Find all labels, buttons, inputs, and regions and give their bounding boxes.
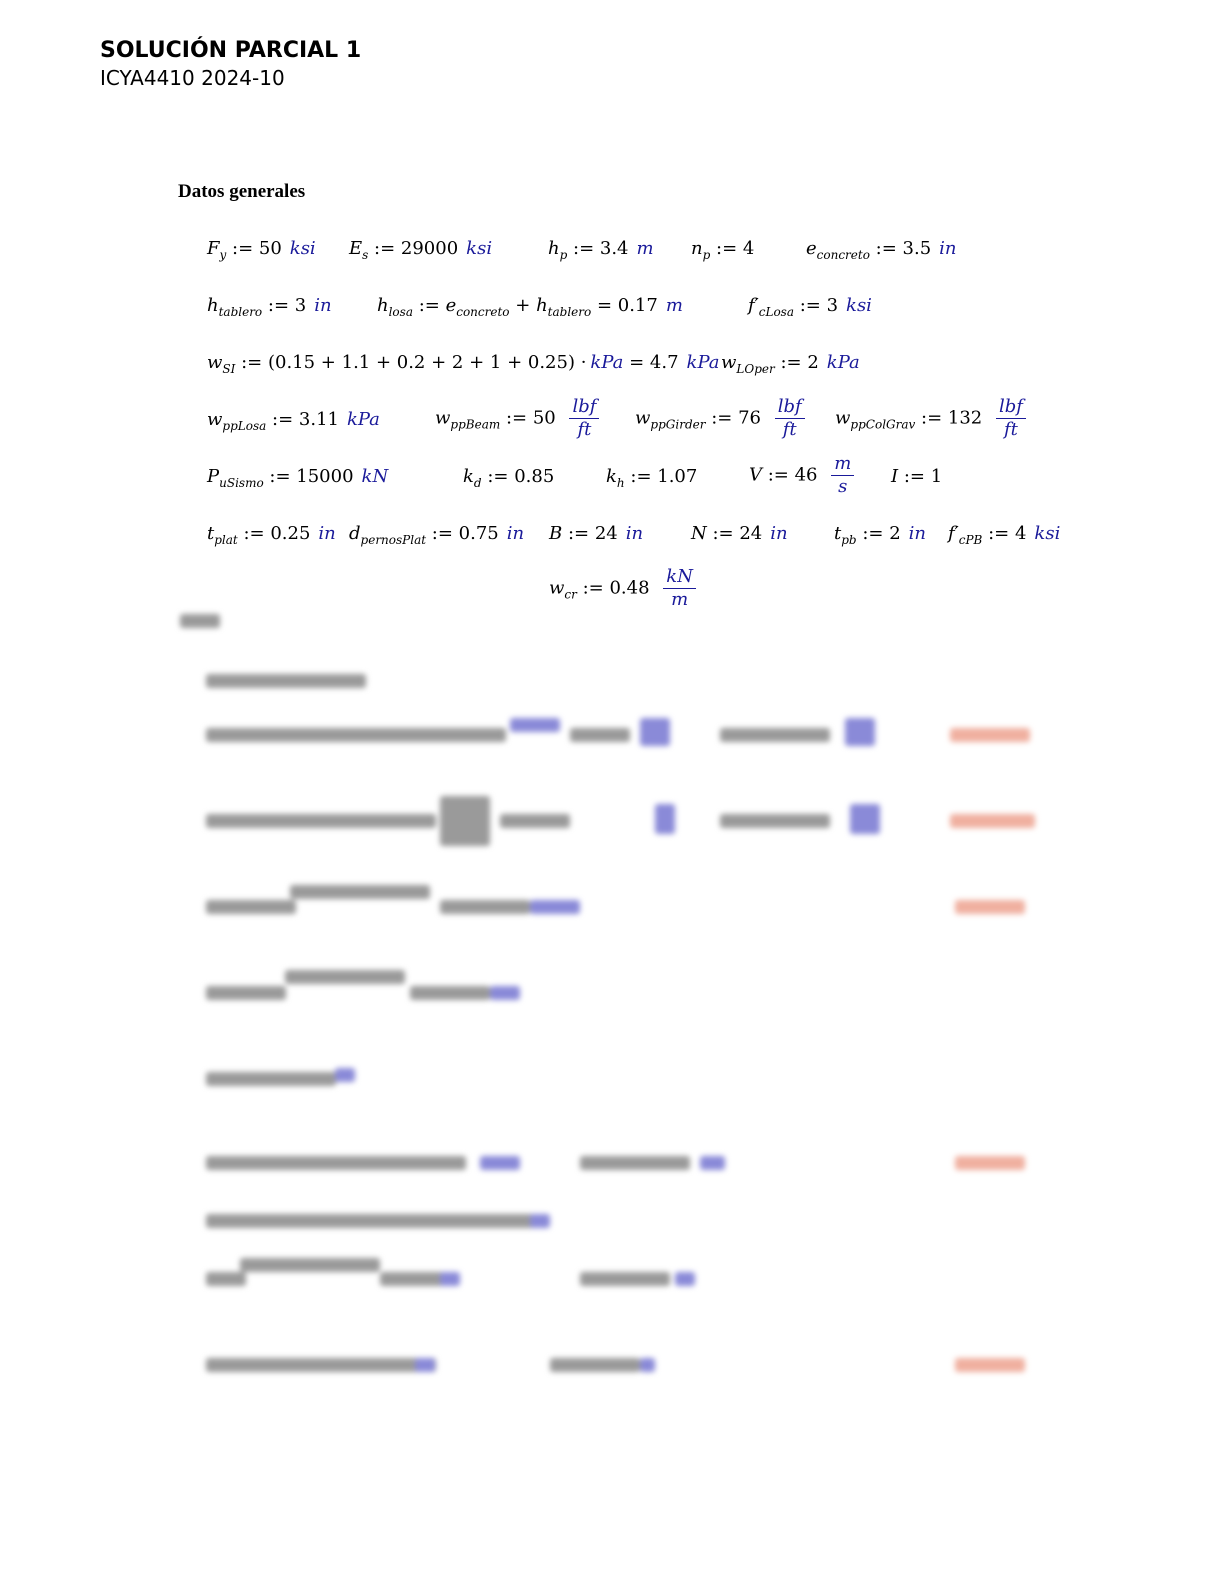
- document-subtitle: ICYA4410 2024-10: [100, 66, 285, 90]
- param-fcpb: $f'_{cPB}$ := 4 ksi: [948, 523, 1061, 547]
- param-v: V := 46 $\frac{m}{s}$: [749, 455, 854, 496]
- param-econcreto: $e_{concreto}$ := 3.5 in: [806, 238, 957, 262]
- param-pusismo: $P_{uSismo}$ := 15000 kN: [207, 466, 389, 490]
- param-kd: $k_d$ := 0.85: [463, 466, 555, 490]
- param-tpb: $t_{pb}$ := 2 in: [834, 523, 927, 547]
- param-wloper: $w_{LOper}$ := 2 kPa: [721, 352, 860, 376]
- document-title: SOLUCIÓN PARCIAL 1: [100, 38, 362, 63]
- param-wppbeam: $w_{ppBeam}$ := 50 $\frac{\text{lbf}}{ft}$: [435, 398, 599, 439]
- param-i: I := 1: [891, 466, 943, 487]
- param-n: N := 24 in: [691, 523, 788, 544]
- param-wppcolgrav: $w_{ppColGrav}$ := 132 $\frac{\text{lbf}}{ft}$: [835, 398, 1026, 439]
- param-b: B := 24 in: [549, 523, 644, 544]
- param-fclosa: $f'_{cLosa}$ := 3 ksi: [748, 295, 872, 319]
- param-wcr: $w_{cr}$ := 0.48 $\frac{kN}{m}$: [549, 568, 696, 598]
- blurred-content: [150, 600, 1090, 1400]
- param-wppgirder: $w_{ppGirder}$ := 76 $\frac{\text{lbf}}{ft}$: [635, 398, 805, 439]
- blurred-subheading: [206, 674, 366, 688]
- param-fy: $F_y$ := 50 ksi: [207, 238, 316, 262]
- blurred-heading: [180, 614, 220, 628]
- param-wpplosa: $w_{ppLosa}$ := 3.11 kPa: [207, 409, 380, 433]
- param-hlosa: $h_{losa}$ := $e_{concreto} + h_{tablero} = 0.17$ m: [377, 295, 683, 319]
- param-dpernosplat: $d_{pernosPlat}$ := 0.75 in: [349, 523, 525, 547]
- param-wsi: $w_{SI}$ := (0.15 + 1.1 + 0.2 + 2 + 1 + 0.25) · kPa = 4.7 kPa: [207, 352, 720, 376]
- param-np: $n_p$ := 4: [691, 238, 755, 262]
- param-es: $E_s$ := 29000 ksi: [349, 238, 493, 262]
- param-tplat: $t_{plat}$ := 0.25 in: [207, 523, 336, 547]
- param-hp: $h_p$ := 3.4 m: [548, 238, 654, 262]
- section-heading: Datos generales: [178, 181, 306, 202]
- param-htablero: $h_{tablero}$ := 3 in: [207, 295, 332, 319]
- param-kh: $k_h$ := 1.07: [606, 466, 698, 490]
